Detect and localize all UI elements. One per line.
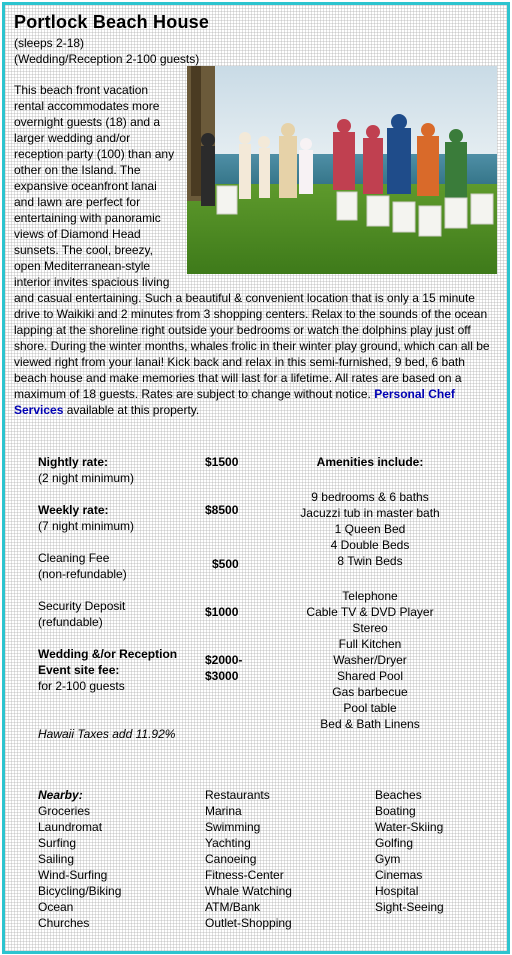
nearby-item: Sailing — [38, 852, 75, 866]
nearby-item: Golfing — [375, 836, 414, 850]
description-text: This beach front vacation rental accommodates more overnight guests (18) and a larger wedding and/or reception party (100) than any other on the Island. The expansive oceanfront lanai and lawn are perfect for entertaining with panoramic views of Diamond Head sunsets. The cool, breezy, open Mediterranean-style interior invites spacious living and casual entertaining. Such a beautiful & convenient location that is only a 15 minute drive to Waikiki and 2 minutes from 3 shopping centers. Relax to the sounds of the ocean lapping at the shoreline right outside your bedrooms or watch the dolphins play just off shore. During the winter months, whales frolic in their winter play ground, which can all be viewed right from your lanai! Kick back and relax in this semi-furnished, 9 bed, 6 bath beach house and make memories that will last for a lifetime. All rates are based on a maximum of 18 guests. Rates are subject to change without notice. — [14, 83, 490, 401]
hawaii-taxes-note: Hawaii Taxes add 11.92% — [38, 727, 176, 741]
nearby-item: Canoeing — [205, 852, 257, 866]
nearby-item: Gym — [375, 852, 401, 866]
nearby-heading: Nearby: — [38, 788, 83, 802]
nearby-column-3 — [375, 787, 444, 915]
amenity-item: Telephone — [342, 589, 398, 603]
security-deposit-price: $1000 — [205, 605, 239, 619]
nightly-rate-label: Nightly rate: — [38, 455, 109, 469]
wedding-fee-note: for 2-100 guests — [38, 679, 125, 693]
cleaning-fee-label: Cleaning Fee — [38, 551, 110, 565]
nearby-item: ATM/Bank — [205, 900, 261, 914]
sleeps-note: (sleeps 2-18) — [14, 36, 85, 50]
amenity-item: 8 Twin Beds — [337, 554, 403, 568]
wedding-fee-label-2: Event site fee: — [38, 663, 120, 677]
wedding-photo — [187, 66, 497, 274]
capacity-note: (Wedding/Reception 2-100 guests) — [14, 52, 200, 66]
description-block — [14, 82, 494, 418]
nearby-item: Churches — [38, 916, 90, 930]
weekly-rate-note: (7 night minimum) — [38, 519, 135, 533]
nearby-item: Hospital — [375, 884, 419, 898]
nearby-column-2 — [205, 787, 292, 931]
weekly-rate-price: $8500 — [205, 503, 239, 517]
nearby-item: Water-Skiing — [375, 820, 444, 834]
amenity-item: Bed & Bath Linens — [320, 717, 420, 731]
nearby-item: Ocean — [38, 900, 74, 914]
chef-suffix: available at this property. — [66, 403, 200, 417]
nearby-item: Groceries — [38, 804, 91, 818]
security-deposit-note: (refundable) — [38, 615, 103, 629]
nearby-item: Boating — [375, 804, 416, 818]
nearby-item: Fitness-Center — [205, 868, 284, 882]
nearby-item: Restaurants — [205, 788, 270, 802]
nearby-item: Cinemas — [375, 868, 423, 882]
amenity-item: Washer/Dryer — [333, 653, 407, 667]
nearby-item: Swimming — [205, 820, 261, 834]
nearby-item: Beaches — [375, 788, 422, 802]
amenities-list-features — [260, 588, 480, 732]
nearby-item: Marina — [205, 804, 242, 818]
nearby-item: Outlet-Shopping — [205, 916, 292, 930]
amenity-item: Stereo — [352, 621, 388, 635]
wedding-fee-price-2: $3000 — [205, 669, 239, 683]
amenities-list-rooms — [260, 489, 480, 569]
nearby-item: Bicycling/Biking — [38, 884, 122, 898]
nearby-item: Whale Watching — [205, 884, 292, 898]
wedding-fee-price-1: $2000- — [205, 653, 243, 667]
nearby-item: Laundromat — [38, 820, 103, 834]
amenity-item: Shared Pool — [336, 669, 404, 683]
security-deposit-label: Security Deposit — [38, 599, 126, 613]
amenities-heading: Amenities include: — [316, 455, 424, 469]
page-title: Portlock Beach House — [14, 12, 210, 32]
nearby-item: Surfing — [38, 836, 77, 850]
nightly-rate-price: $1500 — [205, 455, 239, 469]
nearby-item: Sight-Seeing — [375, 900, 444, 914]
nearby-item: Yachting — [205, 836, 251, 850]
cleaning-fee-price: $500 — [212, 557, 239, 571]
amenity-item: 9 bedrooms & 6 baths — [311, 490, 429, 504]
amenity-item: Cable TV & DVD Player — [306, 605, 434, 619]
amenity-item: 1 Queen Bed — [334, 522, 406, 536]
nightly-rate-note: (2 night minimum) — [38, 471, 135, 485]
amenity-item: Jacuzzi tub in master bath — [300, 506, 440, 520]
cleaning-fee-note: (non-refundable) — [38, 567, 127, 581]
personal-chef-link[interactable]: Personal Chef Services — [14, 387, 455, 417]
nearby-item: Wind-Surfing — [38, 868, 108, 882]
amenity-item: 4 Double Beds — [330, 538, 410, 552]
wedding-fee-label-1: Wedding &/or Reception — [38, 647, 178, 661]
weekly-rate-label: Weekly rate: — [38, 503, 109, 517]
nearby-column-1 — [38, 803, 121, 931]
amenity-item: Full Kitchen — [338, 637, 402, 651]
amenity-item: Gas barbecue — [332, 685, 408, 699]
amenity-item: Pool table — [343, 701, 397, 715]
